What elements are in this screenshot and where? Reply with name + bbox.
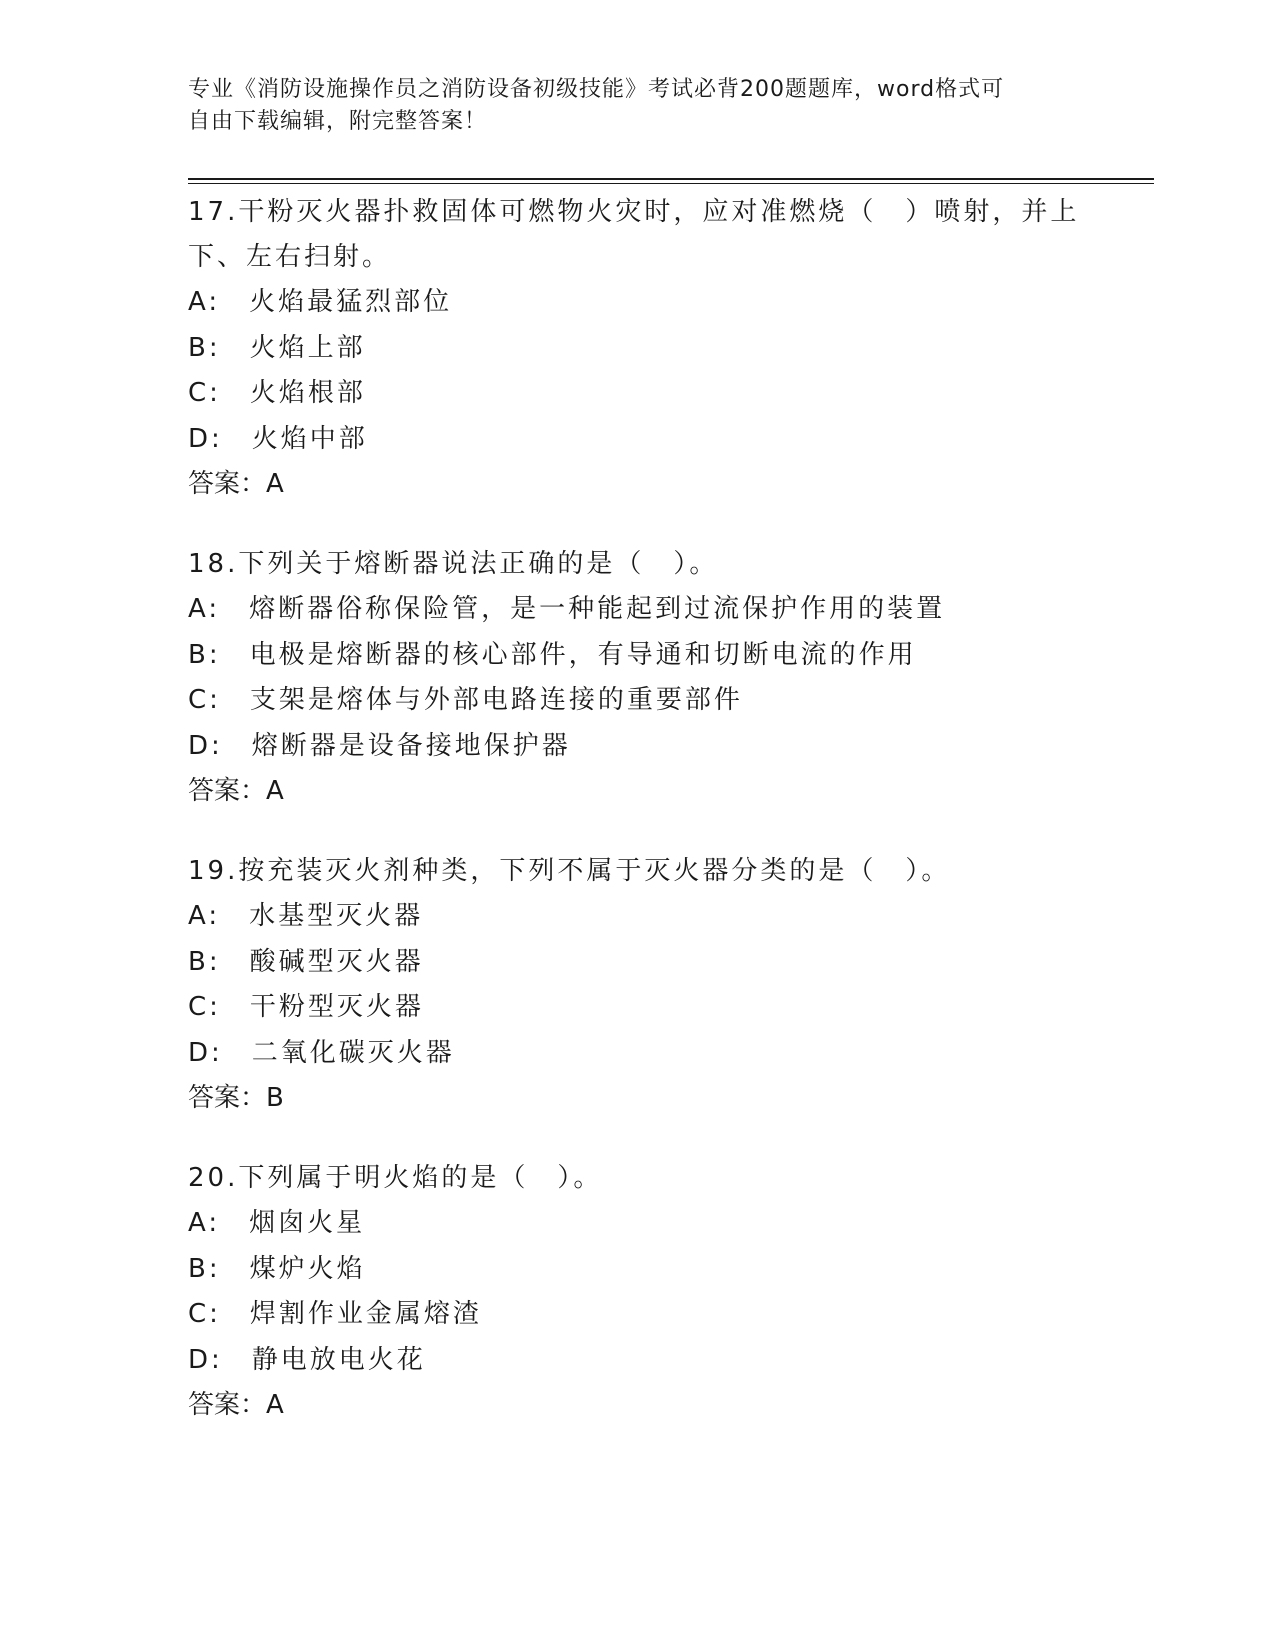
answer-value: B bbox=[266, 1083, 284, 1113]
question-20 bbox=[188, 1156, 1148, 1428]
option-c: C: 火焰根部 bbox=[188, 378, 366, 408]
document-header bbox=[188, 74, 1088, 138]
option-c: C: 焊割作业金属熔渣 bbox=[188, 1299, 482, 1329]
option-a: A: 水基型灭火器 bbox=[188, 901, 424, 931]
question-title: 17.干粉灭火器扑救固体可燃物火灾时，应对准燃烧（ ）喷射，并上 bbox=[188, 197, 1080, 227]
answer-label: 答案： bbox=[188, 776, 267, 806]
option-a: A: 火焰最猛烈部位 bbox=[188, 287, 453, 317]
option-d: D: 静电放电火花 bbox=[188, 1344, 426, 1375]
header-line-2: 自由下载编辑，附完整答案！ bbox=[188, 109, 488, 134]
answer-label: 答案： bbox=[188, 1390, 267, 1420]
option-b: B: 酸碱型灭火器 bbox=[188, 946, 424, 977]
header-divider-thin bbox=[188, 183, 1154, 184]
option-d: D: 熔断器是设备接地保护器 bbox=[188, 730, 571, 761]
question-17 bbox=[188, 190, 1148, 507]
question-19 bbox=[188, 849, 1148, 1121]
answer-value: A bbox=[266, 776, 284, 806]
option-a: A: 烟囱火星 bbox=[188, 1208, 366, 1238]
question-title: 20.下列属于明火焰的是（ ）。 bbox=[188, 1163, 603, 1193]
question-title: 19.按充装灭火剂种类，下列不属于灭火器分类的是（ ）。 bbox=[188, 856, 951, 886]
answer-label: 答案： bbox=[188, 1083, 267, 1113]
question-title-continued: 下、左右扫射。 bbox=[188, 242, 392, 272]
option-b: B: 电极是熔断器的核心部件，有导通和切断电流的作用 bbox=[188, 639, 917, 670]
answer-line bbox=[188, 462, 1148, 507]
option-b: B: 煤炉火焰 bbox=[188, 1253, 366, 1284]
answer-value: A bbox=[266, 1390, 284, 1420]
question-18 bbox=[188, 542, 1148, 814]
answer-line bbox=[188, 1383, 1148, 1428]
header-line-1: 专业《消防设施操作员之消防设备初级技能》考试必背200题题库，word格式可 bbox=[188, 77, 1005, 102]
question-title: 18.下列关于熔断器说法正确的是（ ）。 bbox=[188, 549, 719, 579]
option-d: D: 火焰中部 bbox=[188, 423, 368, 454]
answer-line bbox=[188, 769, 1148, 814]
option-d: D: 二氧化碳灭火器 bbox=[188, 1037, 455, 1068]
option-b: B: 火焰上部 bbox=[188, 332, 366, 363]
question-list bbox=[188, 190, 1148, 1463]
option-a: A: 熔断器俗称保险管，是一种能起到过流保护作用的装置 bbox=[188, 594, 946, 624]
option-c: C: 干粉型灭火器 bbox=[188, 992, 424, 1022]
answer-value: A bbox=[266, 469, 284, 499]
answer-label: 答案： bbox=[188, 469, 267, 499]
option-c: C: 支架是熔体与外部电路连接的重要部件 bbox=[188, 685, 743, 715]
header-divider-thick bbox=[188, 178, 1154, 180]
answer-line bbox=[188, 1076, 1148, 1121]
